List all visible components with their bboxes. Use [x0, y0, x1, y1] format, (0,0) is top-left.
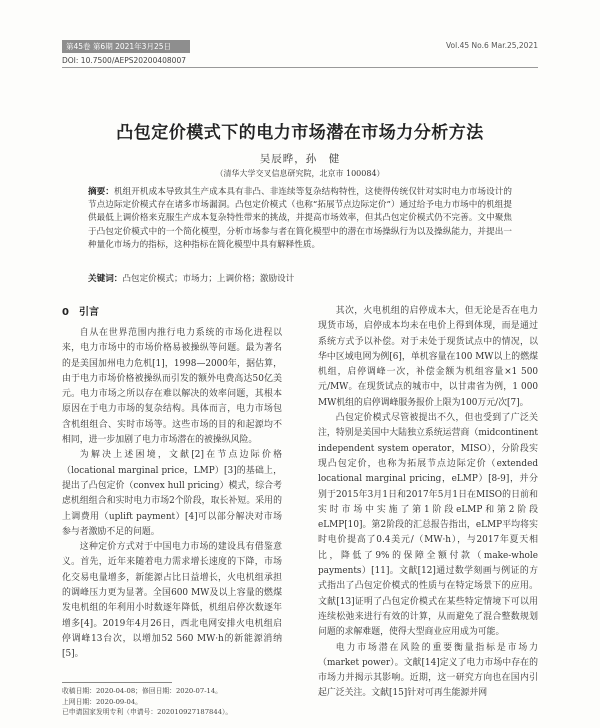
footnote-patent: 已申请国家发明专利（申请号：202010927187844）。	[62, 708, 233, 716]
paragraph: 这种定价方式对于中国电力市场的建设具有借鉴意义。首先，近年来随着电力需求增长速度的下降，市场化交易电量增多，新能源占比日益增长，火电机组承担的调峰压力更为显著。全国600 MW及以上容量的燃煤发电机组的年利用小时数逐年降低，机组启停次数逐年增多[4]。2019年4月26日，西北电网安排火电机组启停调峰13台次，以增加52 560 MW·h的新能源消纳[5]。	[62, 542, 282, 660]
footnote-received: 收稿日期：2020-04-08；修回日期：2020-07-14。	[62, 687, 222, 695]
keywords-text: 凸包定价模式；市场力；上调价格；激励设计	[122, 274, 295, 284]
keywords-label: 关键词：	[88, 274, 123, 284]
abstract	[88, 186, 512, 252]
paragraph: 其次，火电机组的启停成本大，但无论是否在电力现货市场，启停成本均未在电价上得到体现，而是通过系统方式予以补偿。对于未处于现货试点中的情况，以华中区域电网为例[6]，单机容量在100 MW以上的燃煤机组，启停调峰一次，补偿金额为机组容量×1 500元/MW。在现货试点的城市中，以甘肃省为例，1 000 MW机组的启停调峰服务报价上限为100万元/次[7]。	[318, 306, 538, 408]
doi[interactable]: DOI: 10.7500/AEPS20200408007	[62, 56, 186, 65]
paragraph: 凸包定价模式尽管被提出不久，但也受到了广泛关注，特别是美国中大陆独立系统运营商（midcontinent independent system operator，MISO），分阶段实现凸包定价，也称为拓展节点边际定价（extended locational marginal pricing，eLMP）[8-9]，并分别于2015年3月1日和2017年5月1日在MISO的日前和实时市场中实施了第1阶段eLMP和第2阶段eLMP[10]。第2阶段的汇总报告指出，eLMP平均将实时电价提高了0.4美元/（MW·h），与2017年夏天相比，降低了9%的保障全额付款（make-whole payments）[11]。文献[12]通过数学刻画与例证的方式指出了凸包定价模式的性质与在特定场景下的应用。文献[13]证明了凸包定价模式在某些特定情境下可以用连续松弛来进行有效的计算，从而避免了混合整数规划问题的求解难题，使得大型商业应用成为可能。	[318, 413, 538, 638]
volume-line: Vol.45 No.6 Mar.25,2021	[446, 41, 538, 50]
footnote-divider	[62, 682, 172, 683]
affiliation: （清华大学交叉信息研究院，北京市 100084）	[215, 169, 385, 178]
paper-title: 凸包定价模式下的电力市场潜在市场力分析方法	[116, 123, 484, 143]
journal-issue-bar: 第45卷 第6期 2021年3月25日	[62, 40, 190, 53]
paragraph: 电力市场潜在风险的重要衡量指标是市场力（market power）。文献[14]定义了电力市场中存在的市场力并揭示其影响。近期，这一研究方向也在国内引起广泛关注。文献[15]针对可再生能源并网	[318, 642, 538, 699]
header-divider	[62, 67, 538, 68]
authors: 吴辰晔，孙 健	[259, 153, 341, 165]
keywords	[88, 272, 512, 284]
footnotes	[62, 686, 302, 718]
paragraph: 自从在世界范围内推行电力系统的市场化进程以来，电力市场中的市场价格易被操纵等问题。最为著名的是美国加州电力危机[1]，1998—2000年，据估算，由于电力市场价格被操纵而引发的额外电费高达50亿美元。电力市场之所以存在难以解决的效率问题，其根本原因在于电力市场的复杂结构。具体而言，电力市场包含机组组合、实时市场等。这些市场的目的和起源均不相同，进一步加剧了电力市场潜在的被操纵风险。	[62, 328, 282, 446]
abstract-label: 摘要：	[88, 187, 114, 197]
abstract-text: 机组开机成本导致其生产成本具有非凸、非连续等复杂结构特性，这使得传统仅针对实时电力市场设计的节点边际定价模式存在诸多市场漏洞。凸包定价模式（也称“拓展节点边际定价”）通过给予电力市场中的机组提供最低上调价格来克服生产成本复杂特性带来的挑战，并提高市场效率，但其凸包定价模式仍不完善。文中聚焦于凸包定价模式中的一个简化模型，分析市场参与者在简化模型中的潜在市场操纵行为以及操纵能力，并提出一种量化市场力的指标，这种指标在简化模型中具有解释性质。	[88, 187, 512, 250]
paragraph: 为解决上述困境，文献[2]在节点边际价格（locational marginal price，LMP）[3]的基础上，提出了凸包定价（convex hull pricing）模式，综合考虑机组组合和实时电力市场2个阶段，取长补短。采用的上调费用（uplift payment）[4]可以部分解决对市场参与者激励不足的问题。	[62, 450, 282, 537]
left-column	[62, 304, 282, 663]
section-heading-introduction: 0 引言	[62, 307, 99, 318]
right-column	[318, 304, 538, 702]
footnote-online: 上网日期：2020-09-04。	[62, 697, 142, 706]
